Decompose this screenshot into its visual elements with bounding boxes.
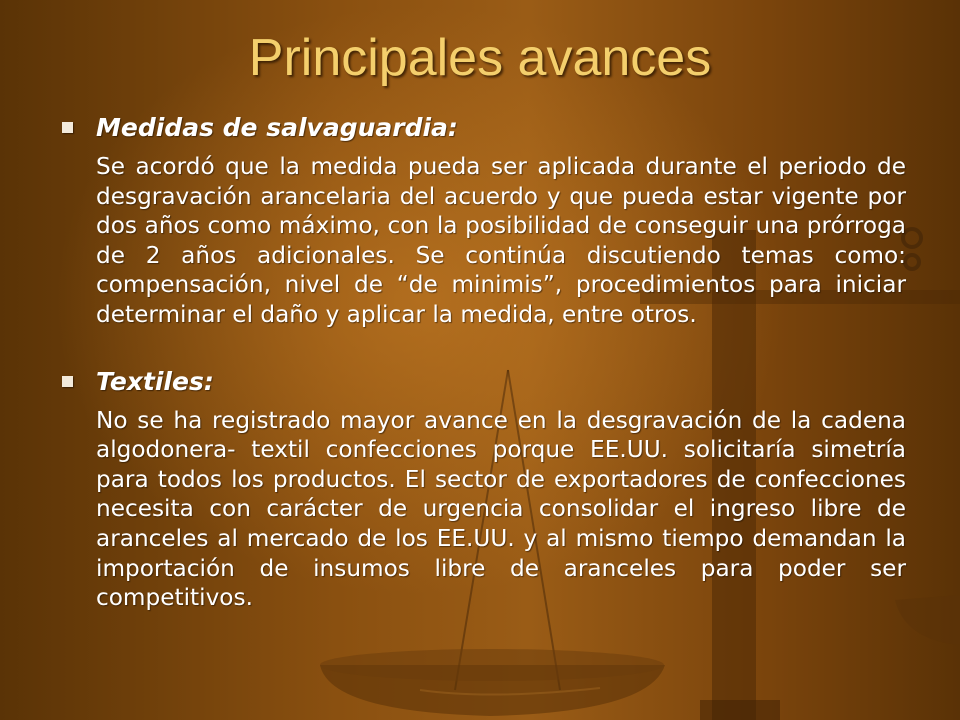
section-heading-text: Medidas de salvaguardia:: [96, 113, 458, 142]
section-heading: [62, 366, 906, 398]
section-textiles: [62, 366, 906, 613]
section-body: Se acordó que la medida pueda ser aplicada durante el periodo de desgravación arancelaria del acuerdo y que pueda estar vigente por dos años como máximo, con la posibilidad de conseguir una prórroga de 2 años adicionales. Se continúa discutiendo temas como: compensación, nivel de “de minimis”, procedimientos para iniciar determinar el daño y aplicar la medida, entre otros.: [96, 153, 906, 328]
section-heading: [62, 112, 906, 144]
slide-title: Principales avances: [248, 29, 712, 87]
square-bullet-icon: [62, 122, 73, 133]
section-body: No se ha registrado mayor avance en la desgravación de la cadena algodonera- textil confecciones porque EE.UU. solicitaría simetría para todos los productos. El sector de exportadores de confecciones necesita con carácter de urgencia consolidar el ingreso libre de aranceles al mercado de los EE.UU. y al mismo tiempo demandan la importación de insumos libre de aranceles para poder ser competitivos.: [96, 406, 906, 612]
square-bullet-icon: [62, 376, 73, 387]
section-salvaguardia: [62, 112, 906, 330]
section-heading-text: Textiles:: [96, 366, 214, 396]
slide-content: [62, 112, 906, 613]
